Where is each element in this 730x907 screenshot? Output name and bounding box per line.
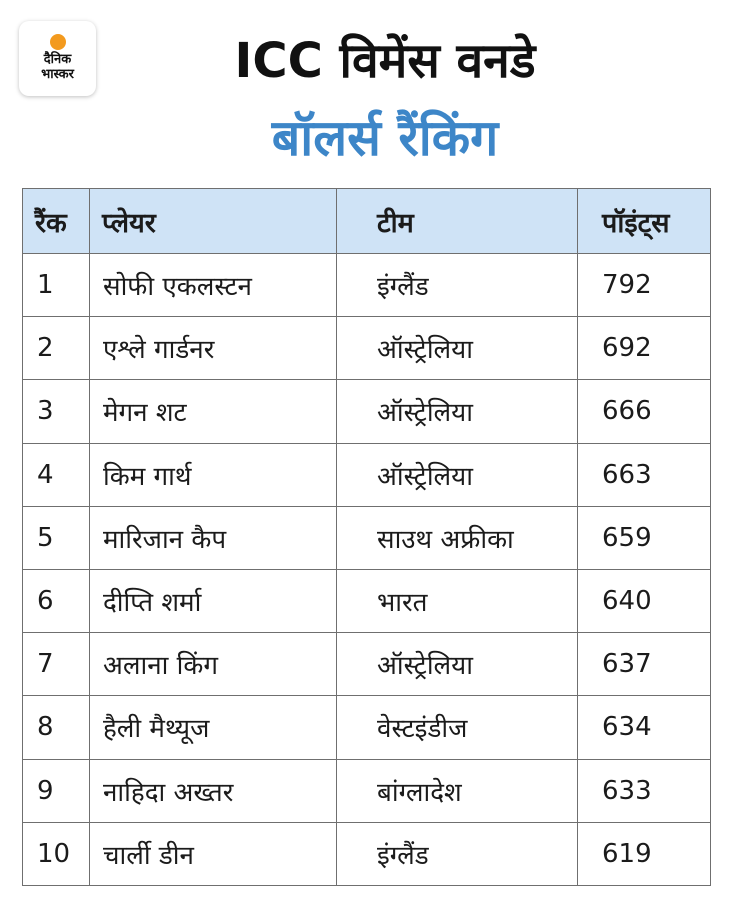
cell-points: 692 <box>578 317 711 380</box>
cell-player: नाहिदा अख्तर <box>90 759 337 822</box>
cell-player: मेगन शट <box>90 380 337 443</box>
table-row <box>23 822 711 885</box>
header-rank: रैंक <box>23 189 90 254</box>
cell-rank: 9 <box>23 759 90 822</box>
cell-team: साउथ अफ्रीका <box>337 506 578 569</box>
table-row <box>23 443 711 506</box>
table-row <box>23 317 711 380</box>
cell-team: ऑस्ट्रेलिया <box>337 443 578 506</box>
cell-rank: 8 <box>23 696 90 759</box>
cell-player: अलाना किंग <box>90 633 337 696</box>
table-row <box>23 569 711 632</box>
page-subtitle: बॉलर्स रैंकिंग <box>271 109 499 167</box>
cell-player: चार्ली डीन <box>90 822 337 885</box>
table-row <box>23 254 711 317</box>
table-row <box>23 506 711 569</box>
cell-team: वेस्टइंडीज <box>337 696 578 759</box>
table-header-row <box>23 189 711 254</box>
cell-player: मारिजान कैप <box>90 506 337 569</box>
page-title: ICC विमेंस वनडे <box>234 33 536 89</box>
table-row <box>23 696 711 759</box>
cell-rank: 7 <box>23 633 90 696</box>
rankings-table <box>22 188 711 886</box>
cell-points: 659 <box>578 506 711 569</box>
table-row <box>23 633 711 696</box>
cell-rank: 10 <box>23 822 90 885</box>
cell-points: 792 <box>578 254 711 317</box>
cell-points: 633 <box>578 759 711 822</box>
cell-team: इंग्लैंड <box>337 822 578 885</box>
header-points: पॉइंट्स <box>578 189 711 254</box>
brand-line-1: दैनिक <box>43 51 72 67</box>
cell-team: ऑस्ट्रेलिया <box>337 633 578 696</box>
cell-rank: 6 <box>23 569 90 632</box>
cell-team: ऑस्ट्रेलिया <box>337 317 578 380</box>
cell-points: 640 <box>578 569 711 632</box>
cell-team: ऑस्ट्रेलिया <box>337 380 578 443</box>
brand-line-2: भास्कर <box>41 66 74 82</box>
cell-points: 634 <box>578 696 711 759</box>
cell-team: इंग्लैंड <box>337 254 578 317</box>
header-player: प्लेयर <box>90 189 337 254</box>
cell-points: 619 <box>578 822 711 885</box>
table-row <box>23 380 711 443</box>
cell-rank: 3 <box>23 380 90 443</box>
table-row <box>23 759 711 822</box>
cell-points: 637 <box>578 633 711 696</box>
cell-team: बांग्लादेश <box>337 759 578 822</box>
cell-player: किम गार्थ <box>90 443 337 506</box>
cell-rank: 1 <box>23 254 90 317</box>
cell-player: एश्ले गार्डनर <box>90 317 337 380</box>
cell-player: हैली मैथ्यूज <box>90 696 337 759</box>
header-team: टीम <box>337 189 578 254</box>
cell-team: भारत <box>337 569 578 632</box>
cell-rank: 2 <box>23 317 90 380</box>
cell-rank: 4 <box>23 443 90 506</box>
cell-player: सोफी एकलस्टन <box>90 254 337 317</box>
cell-points: 666 <box>578 380 711 443</box>
cell-rank: 5 <box>23 506 90 569</box>
cell-player: दीप्ति शर्मा <box>90 569 337 632</box>
cell-points: 663 <box>578 443 711 506</box>
